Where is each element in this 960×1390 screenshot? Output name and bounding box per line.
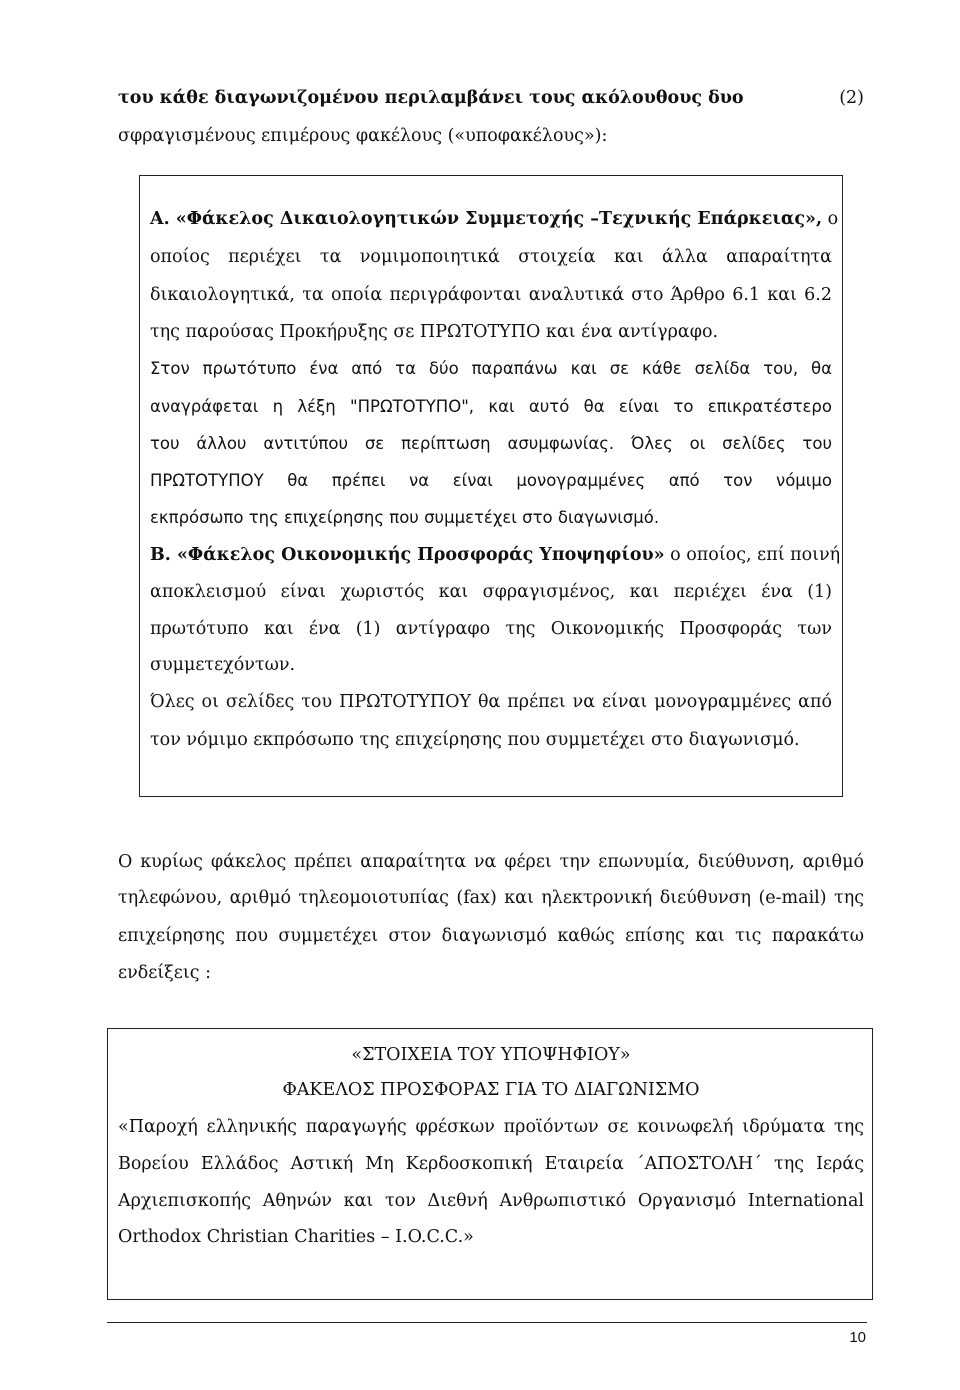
main-envelope-line-4: ενδείξεις : — [118, 963, 211, 983]
original-line-5: εκπρόσωπο της επιχείρησης που συμμετέχει στο διαγωνισμό. — [150, 508, 660, 527]
section-b-title-line — [150, 543, 841, 567]
intro-line-1-text: του κάθε διαγωνιζομένου περιλαμβάνει τους ακόλουθους δυο — [118, 88, 744, 108]
original-line-3: του άλλου αντιτύπου σε περίπτωση ασυμφωνίας. Όλες οι σελίδες του — [150, 434, 832, 453]
original-line-1: Στον πρωτότυπο ένα από τα δύο παραπάνω και σε κάθε σελίδα του, θα — [150, 359, 832, 378]
section-a-line-3: της παρούσας Προκήρυξης σε ΠΡΩΤΟΤΥΠΟ και ένα αντίγραφο. — [150, 322, 719, 342]
main-envelope-line-2: τηλεφώνου, αριθμό τηλεομοιοτυπίας (fax) και ηλεκτρονική διεύθυνση (e-mail) της — [118, 888, 864, 908]
section-b-line-2: πρωτότυπο και ένα (1) αντίγραφο της Οικονομικής Προσφοράς των — [150, 619, 832, 639]
intro-line-1 — [118, 86, 864, 110]
footer-divider — [107, 1322, 867, 1323]
section-b-line-5: τον νόμιμο εκπρόσωπο της επιχείρησης που συμμετέχει στο διαγωνισμό. — [150, 730, 800, 750]
section-a-line-2: δικαιολογητικά, τα οποία περιγράφονται αναλυτικά στο Άρθρο 6.1 και 6.2 — [150, 285, 832, 305]
label-line-3: Αρχιεπισκοπής Αθηνών και τον Διεθνή Ανθρωπιστικό Οργανισμό International — [118, 1191, 864, 1211]
section-b-line-4: Όλες οι σελίδες του ΠΡΩΤΟΤΥΠΟΥ θα πρέπει να είναι μονογραμμένες από — [150, 692, 832, 712]
page-number: 10 — [849, 1329, 866, 1346]
label-line-2: Βορείου Ελλάδος Αστική Μη Κερδοσκοπική Εταιρεία ΄ΑΠΟΣΤΟΛΗ΄ της Ιεράς — [118, 1154, 864, 1174]
original-line-2: αναγράφεται η λέξη "ΠΡΩΤΟΤΥΠΟ", και αυτό θα είναι το επικρατέστερο — [150, 397, 832, 416]
section-a-line-1: οποίος περιέχει τα νομιμοποιητικά στοιχεία και άλλα απαραίτητα — [150, 247, 832, 267]
label-line-1: «Παροχή ελληνικής παραγωγής φρέσκων προϊόντων σε κοινωφελή ιδρύματα της — [118, 1117, 864, 1137]
label-line-4: Orthodox Christian Charities – I.O.C.C.» — [118, 1227, 474, 1247]
section-a-title: Α. «Φάκελος Δικαιολογητικών Συμμετοχής –Τεχνικής Επάρκειας», — [150, 209, 823, 229]
intro-envelope-count: (2) — [839, 88, 864, 108]
section-a-title-line — [150, 207, 839, 231]
intro-line-2: σφραγισμένους επιμέρους φακέλους («υποφακέλους»): — [118, 126, 608, 146]
section-a-title-suffix: ο — [822, 209, 839, 229]
section-b-title: Β. «Φάκελος Οικονομικής Προσφοράς Υποψηφίου» — [150, 545, 665, 565]
section-b-line-3: συμμετεχόντων. — [150, 655, 296, 675]
section-b-title-suffix: ο οποίος, επί ποινή — [664, 545, 841, 565]
section-b-line-1: αποκλεισμού είναι χωριστός και σφραγισμένος, και περιέχει ένα (1) — [150, 582, 832, 602]
main-envelope-line-1: Ο κυρίως φάκελος πρέπει απαραίτητα να φέρει την επωνυμία, διεύθυνση, αριθμό — [118, 852, 864, 872]
label-heading-offer: ΦΑΚΕΛΟΣ ΠΡΟΣΦΟΡΑΣ ΓΙΑ ΤΟ ΔΙΑΓΩΝΙΣΜΟ — [282, 1080, 700, 1100]
original-line-4: ΠΡΩΤΟΤΥΠΟΥ θα πρέπει να είναι μονογραμμένες από τον νόμιμο — [150, 471, 832, 490]
main-envelope-line-3: επιχείρησης που συμμετέχει στον διαγωνισμό καθώς επίσης και τις παρακάτω — [118, 926, 864, 946]
label-heading-candidate: «ΣΤΟΙΧΕΙΑ ΤΟΥ ΥΠΟΨΗΦΙΟΥ» — [351, 1045, 631, 1065]
